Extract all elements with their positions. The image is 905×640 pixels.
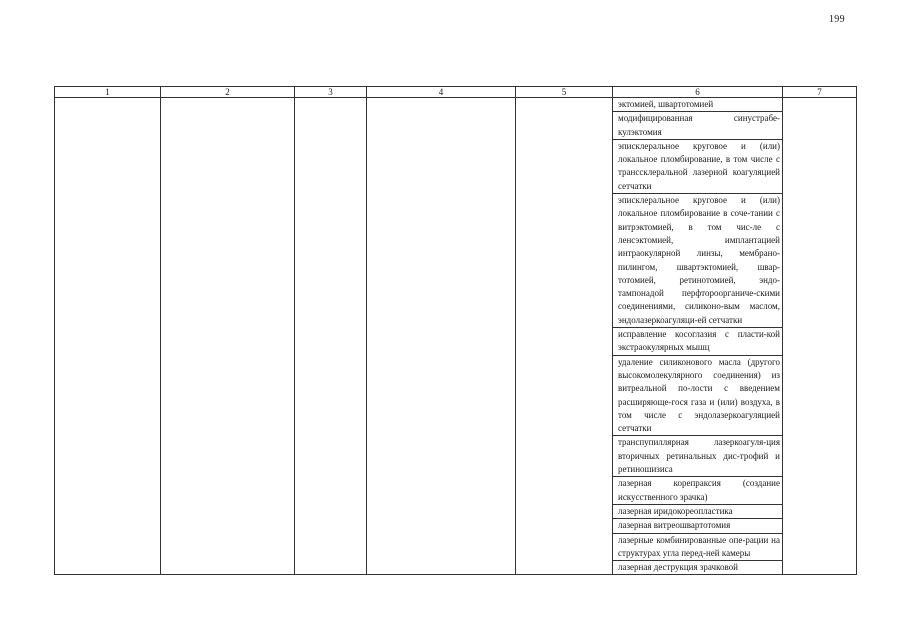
column-header-6: 6 xyxy=(613,87,783,98)
procedure-item: лазерная деструкция зрачковой xyxy=(618,562,738,573)
col2-cell xyxy=(161,98,295,575)
table-row xyxy=(55,98,857,575)
col3-cell xyxy=(295,98,367,575)
page-number: 199 xyxy=(829,14,845,25)
procedure-item: модифицированная синустрабе-кулэктомия xyxy=(613,112,782,140)
procedure-item: лазерная витреошвартотомия xyxy=(613,519,782,533)
col4-cell xyxy=(367,98,516,575)
procedure-item: эписклеральное круговое и (или) локальное пломбирование, в том числе с транссклеральной лазерной коагуляцией сетчатки xyxy=(613,140,782,194)
procedure-item: лазерная корепраксия (создание искусственного зрачка) xyxy=(613,477,782,505)
col1-cell xyxy=(55,98,161,575)
col7-cell xyxy=(783,98,857,575)
column-header-row xyxy=(55,87,857,98)
procedure-item: эктомией, швартотомией xyxy=(613,98,782,112)
column-header-4: 4 xyxy=(367,87,516,98)
column-header-2: 2 xyxy=(161,87,295,98)
column-header-7: 7 xyxy=(783,87,857,98)
procedure-item: удаление силиконового масла (другого высокомолекулярного соединения) из витреальной по-лости с введением расширяюще-гося газа и (или) воздуха, в том числе с эндолазеркоагуляцией сетчатки xyxy=(613,356,782,437)
procedure-item: эписклеральное круговое и (или) локальное пломбирование в соче-тании с витрэктомией, в том чис-ле с ленсэктомией, имплантацией интраокулярной линзы, мембрано-пилингом, швартэктомией, швар-тотомией, ретинотомией, эндо-тампонадой перфтороорганиче-скими соединениями, силиконо-вым маслом, эндолазеркоагуляци-ей сетчатки xyxy=(613,194,782,328)
column-header-5: 5 xyxy=(516,87,613,98)
procedure-item: исправление косоглазия с пласти-кой экстраокулярных мышц xyxy=(613,328,782,356)
col6-procedures-cell xyxy=(613,98,783,575)
procedure-item: лазерная иридокореопластика xyxy=(613,505,782,519)
procedures-table xyxy=(54,86,857,575)
column-header-3: 3 xyxy=(295,87,367,98)
column-header-1: 1 xyxy=(55,87,161,98)
col5-cell xyxy=(516,98,613,575)
procedure-item: лазерные комбинированные опе-рации на структурах угла перед-ней камеры xyxy=(613,534,782,562)
procedure-item: транспупиллярная лазеркоагуля-ция вторичных ретинальных дис-трофий и ретиношизиса xyxy=(613,436,782,477)
